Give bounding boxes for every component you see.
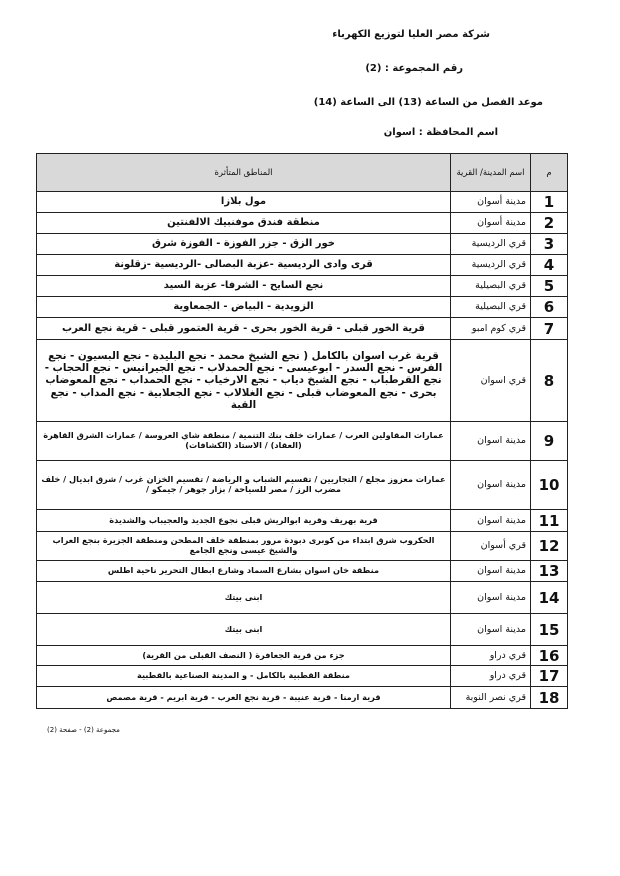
row-number: 5 bbox=[531, 276, 568, 297]
group-number: رقم المجموعة : (2) bbox=[365, 63, 463, 74]
table-row bbox=[37, 255, 568, 276]
row-number: 11 bbox=[531, 510, 568, 532]
table-row bbox=[37, 276, 568, 297]
row-number: 8 bbox=[531, 340, 568, 422]
row-number: 3 bbox=[531, 234, 568, 255]
table-row bbox=[37, 297, 568, 318]
row-city: مدينة اسوان bbox=[451, 422, 531, 461]
row-number: 6 bbox=[531, 297, 568, 318]
row-number: 9 bbox=[531, 422, 568, 461]
row-city: مدينة اسوان bbox=[451, 614, 531, 646]
row-number: 2 bbox=[531, 213, 568, 234]
row-number: 16 bbox=[531, 646, 568, 666]
row-city: مدينة أسوان bbox=[451, 213, 531, 234]
row-number: 18 bbox=[531, 687, 568, 709]
row-number: 1 bbox=[531, 192, 568, 213]
row-areas: الحكروب شرق ابتداء من كوبرى دبودة مرور بمنطقة خلف المطحن ومنطقة الجزيرة بنجع العراب والشيخ عيسى ونجع الجامع bbox=[37, 532, 451, 561]
row-city: مدينة اسوان bbox=[451, 582, 531, 614]
table-row bbox=[37, 687, 568, 709]
table-row bbox=[37, 192, 568, 213]
table-row bbox=[37, 340, 568, 422]
row-number: 14 bbox=[531, 582, 568, 614]
table-row bbox=[37, 582, 568, 614]
table-row bbox=[37, 510, 568, 532]
row-areas: جزء من قرية الجعافرة ( النصف القبلى من القرية) bbox=[37, 646, 451, 666]
outage-schedule: موعد الفصل من الساعة (13) الى الساعة (14) bbox=[313, 97, 543, 108]
row-number: 13 bbox=[531, 561, 568, 582]
row-areas: قرية غرب اسوان بالكامل ( نجع الشيخ محمد - نجع البليدة - نجع البسيون - نجع الفرس - نجع السدر - ابوعيسى - نجع الحمدلاب - نجع الجيرانيس - نجع الحجاب - نجع القرطباب - نجع الشيخ دياب - نجع الارخياب - نجع الحمداب - نجع المعوضاب بحرى - نجع المعوضاب قبلى - نجع الغلالاب - نجع الجعلابية - نجع المداب - نجع القبة bbox=[37, 340, 451, 422]
table-row bbox=[37, 646, 568, 666]
table-header-row bbox=[37, 154, 568, 192]
row-areas: قرية ارمنا - قرية عنيبة - قرية نجع العرب - قرية ابريم - قرية مصمص bbox=[37, 687, 451, 709]
column-header-areas: المناطق المتأثرة bbox=[37, 154, 451, 192]
row-city: قري الرديسية bbox=[451, 234, 531, 255]
row-city: مدينة اسوان bbox=[451, 461, 531, 510]
row-areas: قرية الخور قبلى - قرية الخور بحرى - قرية العتمور قبلى - قرية نجع العرب bbox=[37, 318, 451, 340]
table-row bbox=[37, 666, 568, 687]
row-city: قري البصيلية bbox=[451, 297, 531, 318]
row-areas: الزويدية - البياض - الجمعاوية bbox=[37, 297, 451, 318]
outage-table bbox=[36, 153, 568, 709]
row-city: مدينة أسوان bbox=[451, 192, 531, 213]
row-number: 17 bbox=[531, 666, 568, 687]
row-areas: ابنى بيتك bbox=[37, 614, 451, 646]
row-city: قري اسوان bbox=[451, 340, 531, 422]
row-areas: ابنى بيتك bbox=[37, 582, 451, 614]
row-areas: منطقة خان اسوان بشارع السماد وشارع ابطال التحرير ناحية اطلس bbox=[37, 561, 451, 582]
row-city: قري دراو bbox=[451, 666, 531, 687]
row-city: مدينة اسوان bbox=[451, 561, 531, 582]
table-row bbox=[37, 318, 568, 340]
row-number: 15 bbox=[531, 614, 568, 646]
table-row bbox=[37, 614, 568, 646]
table-row bbox=[37, 422, 568, 461]
row-city: قري نصر النوبة bbox=[451, 687, 531, 709]
row-areas: قرية بهريف وقرية ابوالريش قبلى نجوع الجديد والعجيباب والشديدة bbox=[37, 510, 451, 532]
row-areas: عمارات المقاولين العرب / عمارات خلف بنك التنمية / منطقة شاي العروسة / عمارات الشرق القاهرة (العقاد) / الاستاد (الكشافات) bbox=[37, 422, 451, 461]
row-city: قري كوم امبو bbox=[451, 318, 531, 340]
row-areas: منطقة فندق موفنبيك الالفنتين bbox=[37, 213, 451, 234]
row-city: قري دراو bbox=[451, 646, 531, 666]
table-row bbox=[37, 561, 568, 582]
row-number: 7 bbox=[531, 318, 568, 340]
row-areas: منطقة القطبية بالكامل - و المدينة الصناعية بالقطبية bbox=[37, 666, 451, 687]
row-areas: خور الزق - جزر الفوزة - الفوزة شرق bbox=[37, 234, 451, 255]
row-city: قري أسوان bbox=[451, 532, 531, 561]
row-number: 10 bbox=[531, 461, 568, 510]
row-areas: مول بلازا bbox=[37, 192, 451, 213]
table-row bbox=[37, 532, 568, 561]
page-footer: مجموعة (2) - صفحة (2) bbox=[47, 726, 120, 734]
column-header-city: اسم المدينة/ القرية bbox=[451, 154, 531, 192]
table-row bbox=[37, 234, 568, 255]
row-areas: قرى وادى الرديسية -عزبة البصالى -الرديسية -زقلونة bbox=[37, 255, 451, 276]
row-number: 4 bbox=[531, 255, 568, 276]
row-city: قري الرديسية bbox=[451, 255, 531, 276]
row-city: مدينة اسوان bbox=[451, 510, 531, 532]
column-header-number: م bbox=[531, 154, 568, 192]
row-number: 12 bbox=[531, 532, 568, 561]
row-city: قري البصيلية bbox=[451, 276, 531, 297]
row-areas: عمارات معزوز مجلع / التجاريين / تقسيم الشباب و الرياضة / تقسيم الخزان غرب / شرق ابديال / خلف مضرب الرز / مصر للسياحة / بزار جوهر / جيمكو / bbox=[37, 461, 451, 510]
company-title: شركة مصر العليا لتوزيع الكهرباء bbox=[332, 29, 490, 40]
governorate-name: اسم المحافظة : اسوان bbox=[383, 127, 498, 138]
table-row bbox=[37, 461, 568, 510]
row-areas: نجع السايح - الشرفا- عزبة السيد bbox=[37, 276, 451, 297]
table-row bbox=[37, 213, 568, 234]
